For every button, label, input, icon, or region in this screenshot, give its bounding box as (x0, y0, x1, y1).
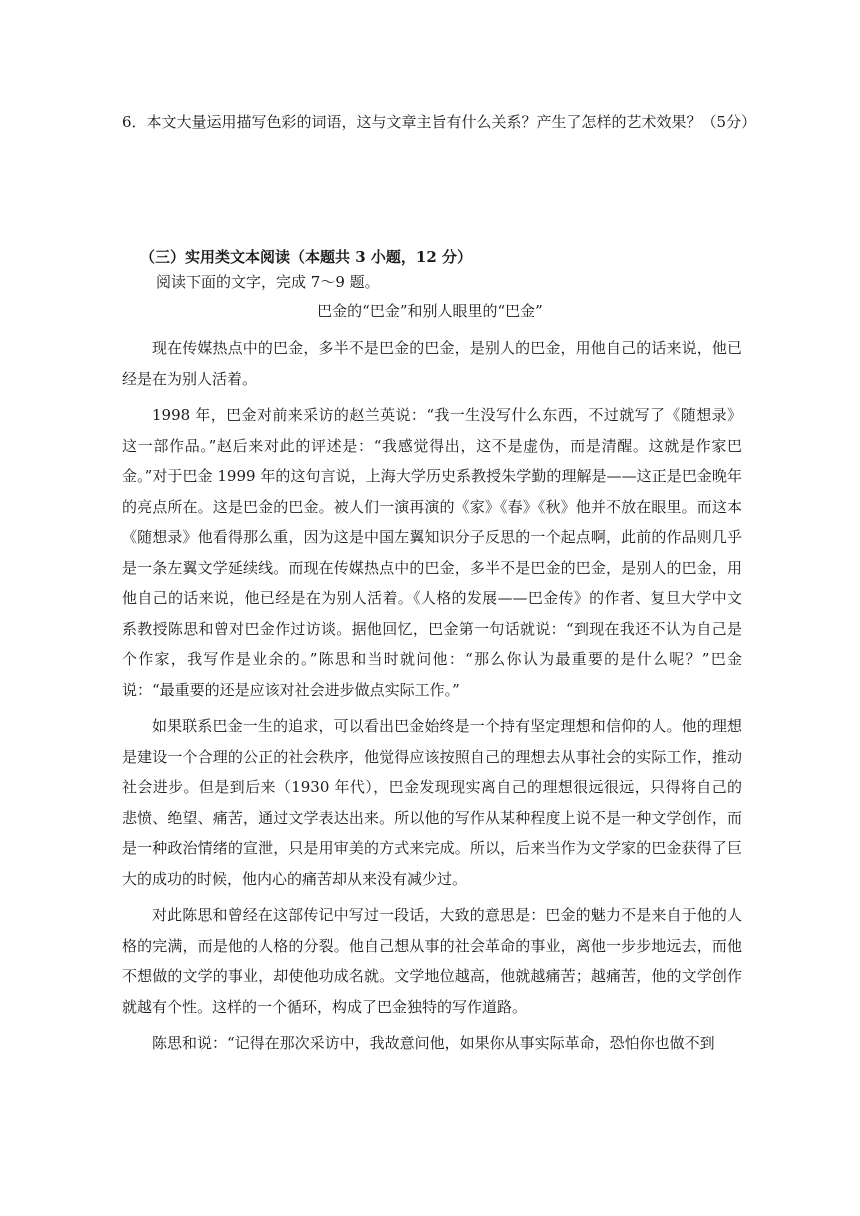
paragraph: 现在传媒热点中的巴金，多半不是巴金的巴金，是别人的巴金，用他自己的话来说，他已经是在为别人活着。 (122, 339, 742, 388)
section-instruction: 阅读下面的文字，完成 7～9 题。 (156, 273, 380, 291)
article-title: 巴金的“巴金”和别人眼里的“巴金” (317, 302, 543, 320)
paragraph: 对此陈思和曾经在这部传记中写过一段话，大致的意思是：巴金的魅力不是来自于他的人格的完满，而是他的人格的分裂。他自己想从事的社会革命的事业，离他一步步地远去，而他不想做的文学的事业，却使他功成名就。文学地位越高，他就越痛苦；越痛苦，他的文学创作就越有个性。这样的一个循环，构成了巴金独特的写作道路。 (122, 906, 742, 1016)
paragraph: 陈思和说：“记得在那次采访中，我故意问他，如果你从事实际革命，恐怕你也做不到 (152, 1034, 715, 1052)
question-6: 6．本文大量运用描写色彩的词语，这与文章主旨有什么关系？产生了怎样的艺术效果？（5分） (122, 113, 757, 131)
section-heading: （三）实用类文本阅读（本题共 3 小题，12 分） (140, 248, 472, 266)
paragraph: 如果联系巴金一生的追求，可以看出巴金始终是一个持有坚定理想和信仰的人。他的理想是建设一个合理的公正的社会秩序，他觉得应该按照自己的理想去从事社会的实际工作，推动社会进步。但是到后来（1930 年代），巴金发现现实离自己的理想很远很远，只得将自己的悲愤、绝望、痛苦，通过文学表达出来。所以他的写作从某种程度上说不是一种文学创作，而是一种政治情绪的宣泄，只是用审美的方式来完成。所以，后来当作为文学家的巴金获得了巨大的成功的时候，他内心的痛苦却从来没有减少过。 (122, 717, 742, 888)
paragraph: 1998 年，巴金对前来采访的赵兰英说：“我一生没写什么东西，不过就写了《随想录》这一部作品。”赵后来对此的评述是：“我感觉得出，这不是虚伪，而是清醒。这就是作家巴金。”对于巴金 1999 年的这句言说，上海大学历史系教授朱学勤的理解是——这正是巴金晚年的亮点所在。这是巴金的巴金。被人们一演再演的《家》《春》《秋》他并不放在眼里。而这本《随想录》他看得那么重，因为这是中国左翼知识分子反思的一个起点啊，此前的作品则几乎是一条左翼文学延续线。而现在传媒热点中的巴金，多半不是巴金的巴金，是别人的巴金，用他自己的话来说，他已经是在为别人活着。《人格的发展——巴金传》的作者、复旦大学中文系教授陈思和曾对巴金作过访谈。据他回忆，巴金第一句话就说：“到现在我还不认为自己是个作家，我写作是业余的。”陈思和当时就问他：“那么你认为最重要的是什么呢？”巴金说：“最重要的还是应该对社会进步做点实际工作。” (122, 406, 742, 699)
article-body (122, 333, 742, 1065)
